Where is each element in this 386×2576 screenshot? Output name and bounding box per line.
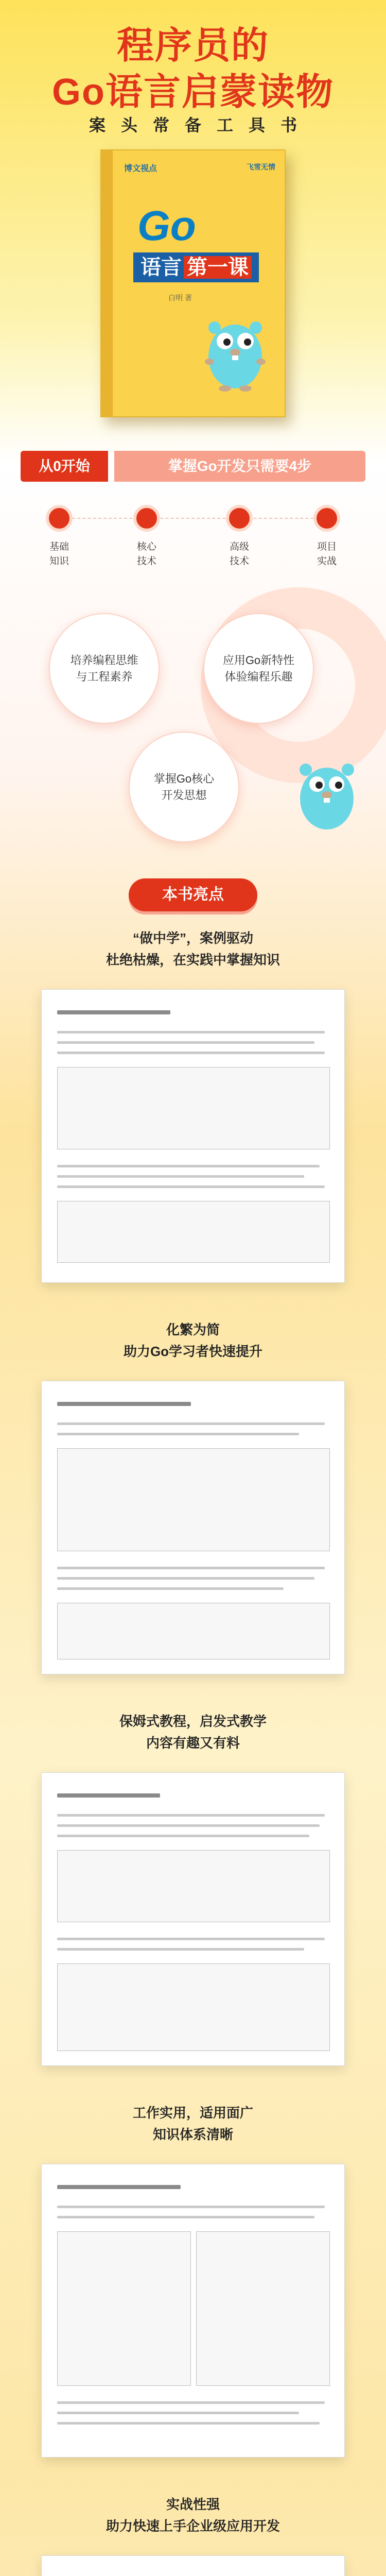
step-label: 高级 技术	[229, 541, 249, 567]
step-core	[118, 505, 175, 569]
step-dot-icon	[46, 505, 73, 532]
page-title-line1: 程序员的	[116, 25, 269, 66]
highlight-caption: 化繁为简 助力Go学习者快速提升	[123, 1322, 263, 1359]
book-page-sample	[41, 1381, 345, 1674]
step-advanced	[211, 505, 268, 569]
start-banner-left: 从0开始	[21, 451, 108, 482]
bubble-core-ideas: 掌握Go核心 开发思想	[129, 732, 239, 842]
bubble-engineering: 培养编程思维 与工程素养	[49, 613, 160, 724]
step-basic	[31, 505, 87, 569]
book-page-sample	[41, 1772, 345, 2066]
step-label: 项目 实战	[317, 541, 337, 567]
section-highlights-title: 本书亮点	[129, 878, 257, 911]
step-label: 核心 技术	[136, 541, 156, 567]
publisher-logo: 博文视点	[124, 164, 157, 173]
start-banner-right: 掌握Go开发只需要4步	[114, 451, 365, 482]
cover-author: 白明 著	[168, 294, 192, 302]
step-label: 基础 知识	[49, 541, 69, 567]
book-page-sample	[41, 2164, 345, 2458]
series-logo: 飞雪无情	[247, 163, 275, 171]
page-subtitle: 案头常备工具书	[89, 116, 312, 134]
highlight-caption: 工作实用，适用面广 知识体系清晰	[132, 2105, 253, 2142]
step-project	[299, 505, 355, 569]
step-dot-icon	[313, 505, 340, 532]
highlight-caption: 实战性强 助力快速上手企业级应用开发	[106, 2497, 280, 2534]
bubble-new-features: 应用Go新特性 体验编程乐趣	[203, 613, 314, 724]
book-cover	[100, 149, 286, 417]
book-spine	[101, 150, 113, 416]
highlight-caption: 保姆式教程，启发式教学 内容有趣又有料	[119, 1714, 267, 1751]
page-title-line2: Go语言启蒙读物	[52, 72, 334, 113]
cover-title	[133, 252, 259, 282]
book-page-sample	[41, 2555, 345, 2576]
book-page-sample	[41, 989, 345, 1283]
steps-connector	[46, 518, 340, 519]
step-dot-icon	[133, 505, 160, 532]
step-dot-icon	[226, 505, 253, 532]
cover-title-a: 语言	[141, 256, 182, 279]
gopher-mascot-icon	[199, 305, 271, 393]
highlight-caption: “做中学”，案例驱动 杜绝枯燥，在实践中掌握知识	[106, 930, 280, 968]
gopher-mascot-icon	[288, 747, 365, 835]
cover-go-text: Go	[137, 202, 196, 249]
cover-title-b: 第一课	[184, 256, 252, 279]
